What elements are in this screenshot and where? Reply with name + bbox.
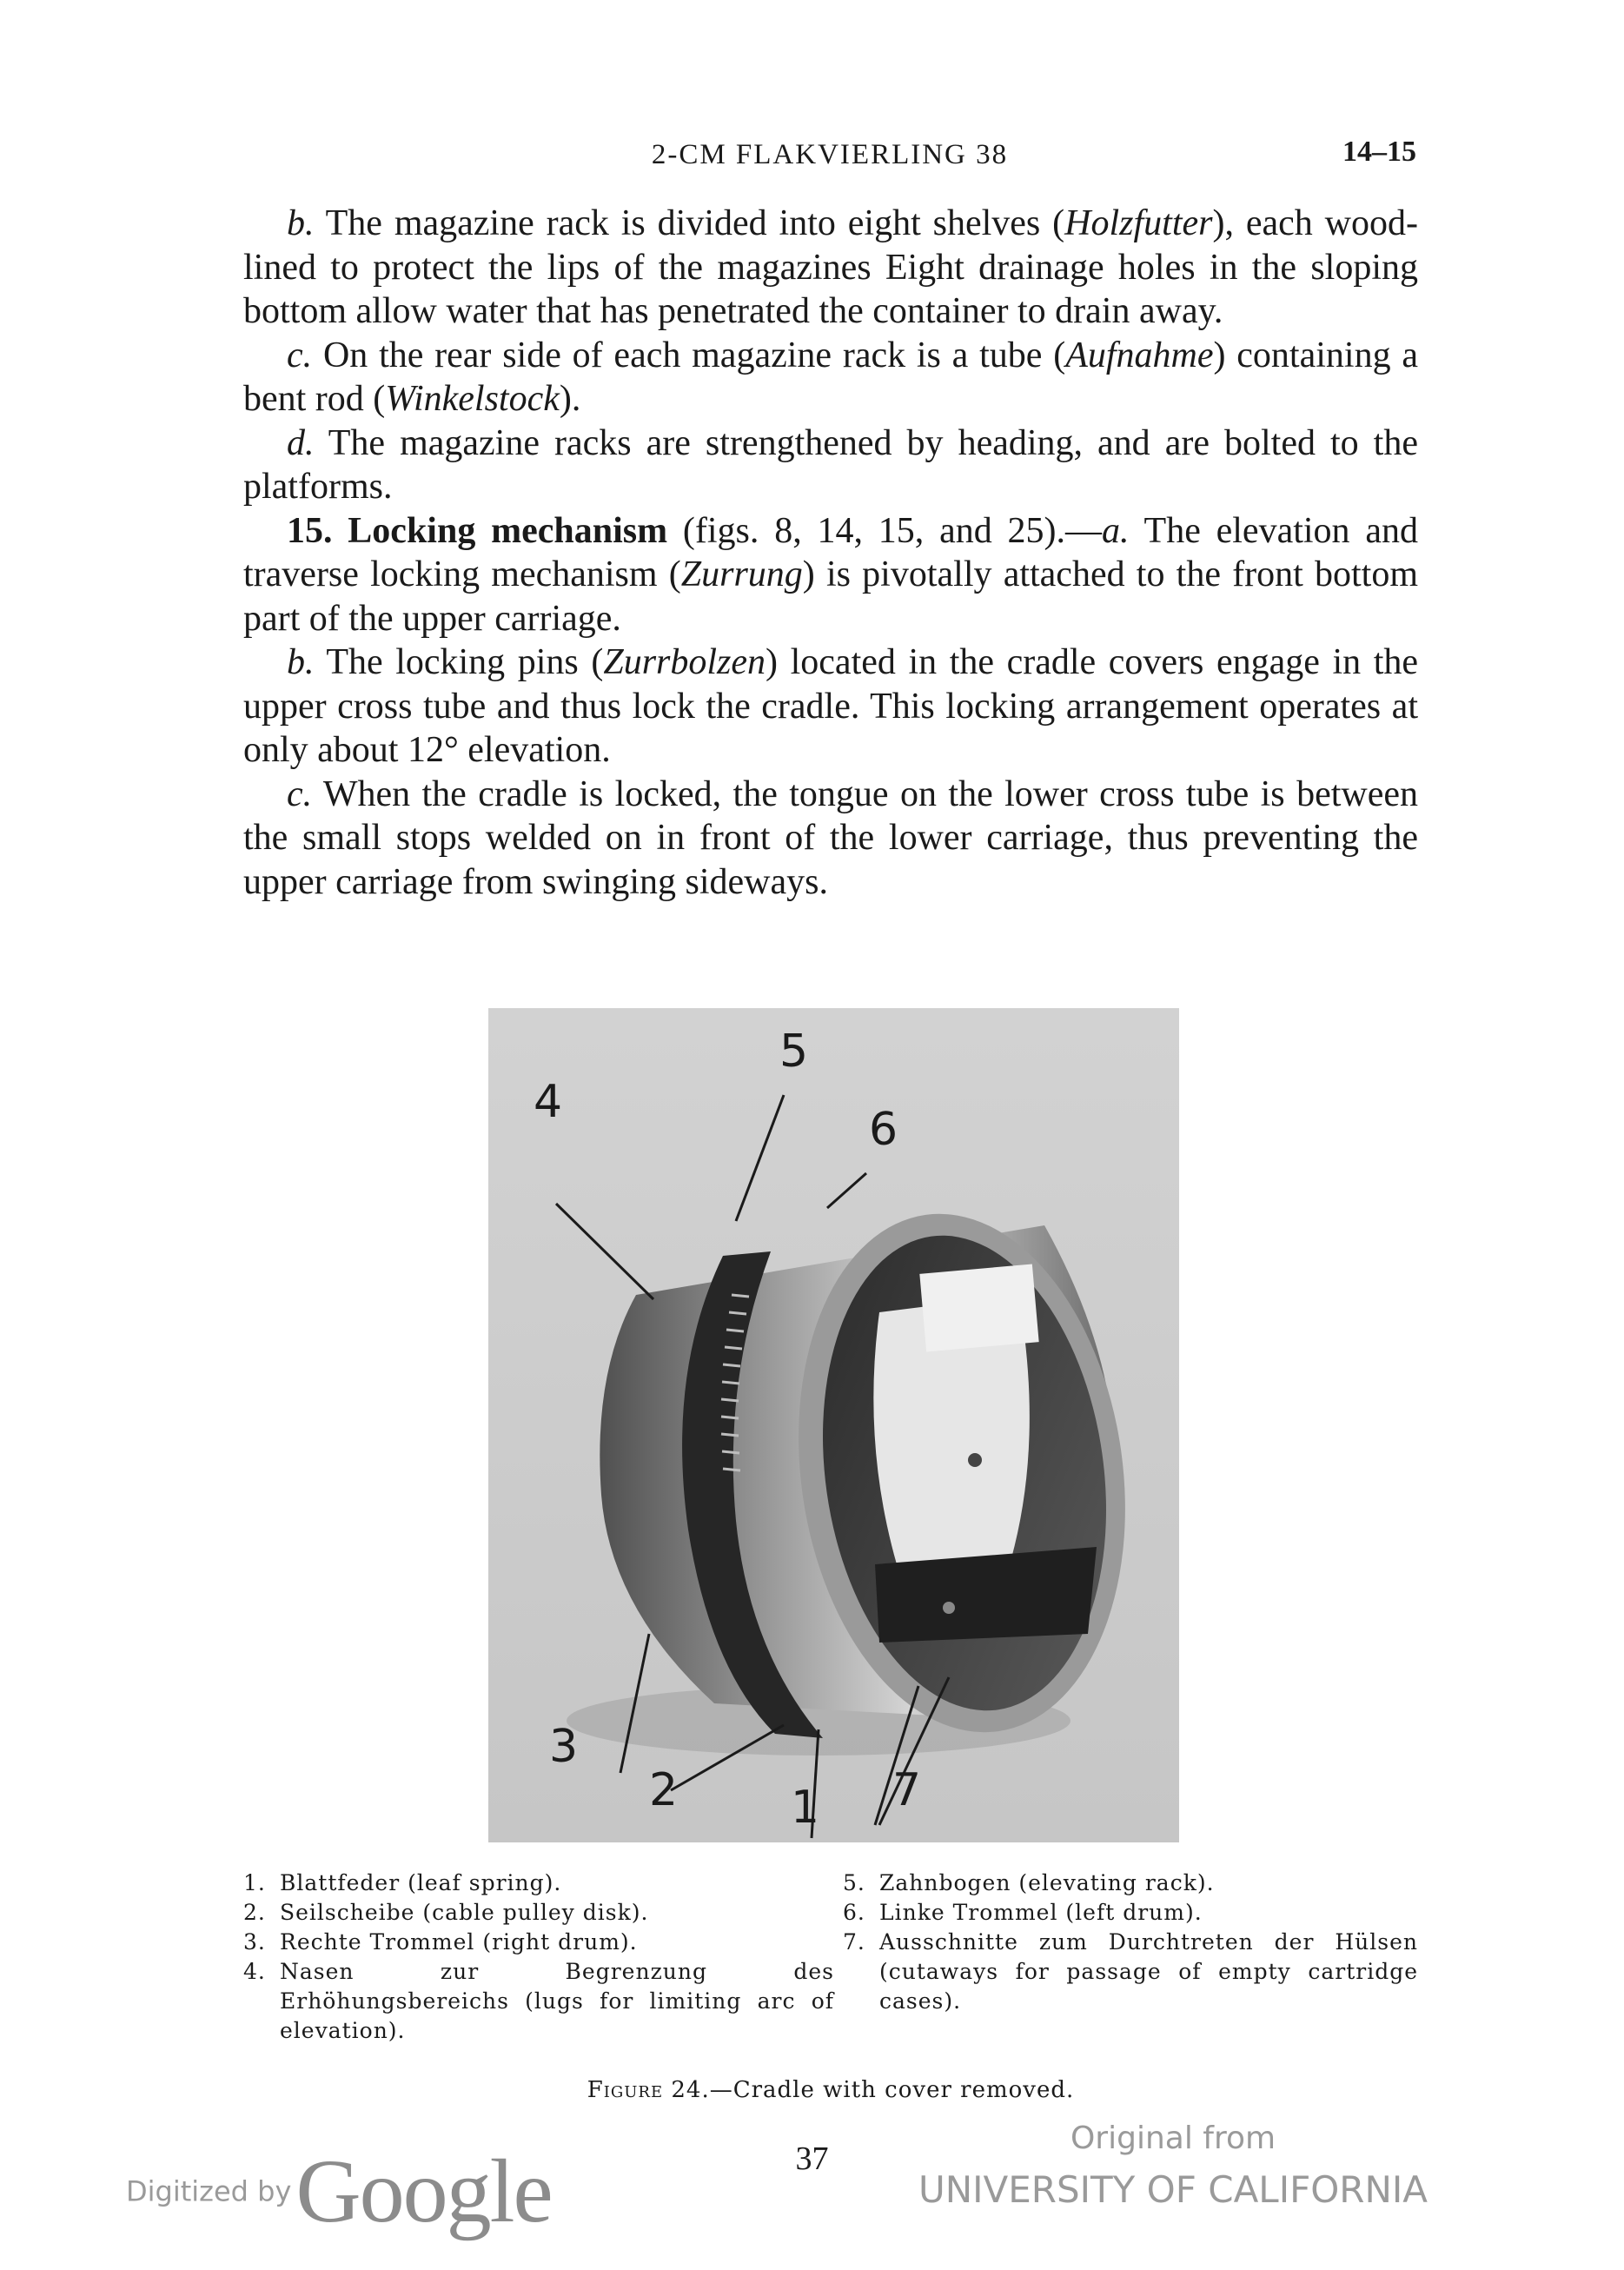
legend-item: 7. Ausschnitte zum Durchtreten der Hülsen (cutaways for passage of empty cartridge cases). <box>843 1929 1418 2014</box>
cradle-illustration <box>488 1008 1179 1842</box>
callout-6: 6 <box>869 1104 898 1156</box>
digitized-by-label: Digitized by <box>126 2174 292 2208</box>
original-from-label: Original from <box>1070 2121 1276 2156</box>
callout-4: 4 <box>534 1076 563 1128</box>
figure-caption-text: —Cradle with cover removed. <box>709 2077 1075 2103</box>
legend-column-right <box>843 1868 1418 2016</box>
figure-legend <box>243 1868 1418 2077</box>
paragraph-15a: 15. Locking mechanism (figs. 8, 14, 15, and 25).—a. The elevation and traverse locking mechanism (Zurrung) is pivotally attached to the front bottom part of the upper carriage. <box>243 510 1418 639</box>
section-number: 14–15 <box>1342 136 1416 168</box>
legend-column-left <box>243 1868 834 2046</box>
page-number: 37 <box>795 2141 829 2177</box>
digitized-by-watermark <box>126 2140 552 2243</box>
figure-label: Figure 24. <box>587 2077 710 2103</box>
section-heading: 15. Locking mechanism <box>287 510 668 551</box>
paragraph-14d: d. The magazine racks are strengthened by heading, and are bolted to the platforms. <box>243 422 1418 507</box>
running-title: 2-CM FLAKVIERLING 38 <box>651 139 1009 170</box>
legend-item: 6. Linke Trommel (left drum). <box>843 1900 1203 1925</box>
paragraph-15c: c. When the cradle is locked, the tongue on the lower cross tube is between the small stops welded on in front of the lower carriage, thus preventing the upper carriage from swinging sideways. <box>243 773 1418 902</box>
paragraph-14c: c. On the rear side of each magazine rack is a tube (Aufnahme) containing a bent rod (Winkelstock). <box>243 335 1418 419</box>
paragraph-14b: b. The magazine rack is divided into eight shelves (Holzfutter), each wood-lined to protect the lips of the magazines Eight drainage holes in the sloping bottom allow water that has penetrated the container to drain away. <box>243 203 1418 331</box>
callout-3: 3 <box>549 1721 579 1773</box>
callout-2: 2 <box>649 1764 679 1816</box>
legend-item: 4. Nasen zur Begrenzung des Erhöhungsbereichs (lugs for limiting arc of elevation). <box>243 1959 834 2043</box>
original-from-watermark <box>904 2121 1442 2211</box>
legend-item: 2. Seilscheibe (cable pulley disk). <box>243 1900 649 1925</box>
callout-5: 5 <box>779 1025 809 1078</box>
legend-item: 1. Blattfeder (leaf spring). <box>243 1870 562 1895</box>
paragraph-15b: b. The locking pins (Zurrbolzen) located in the cradle covers engage in the upper cross tube and thus lock the cradle. This locking arrangement operates at only about 12° elevation. <box>243 642 1418 770</box>
page-header <box>243 130 1416 183</box>
google-logo: Google <box>295 2141 552 2241</box>
legend-item: 3. Rechte Trommel (right drum). <box>243 1929 638 1955</box>
figure-caption <box>243 2077 1418 2103</box>
callout-7: 7 <box>892 1764 922 1816</box>
cradle-photo <box>488 1008 1179 1842</box>
legend-item: 5. Zahnbogen (elevating rack). <box>843 1870 1215 1895</box>
institution-name: UNIVERSITY OF CALIFORNIA <box>918 2168 1428 2211</box>
callout-1: 1 <box>791 1782 820 1834</box>
body-text <box>243 202 1418 904</box>
